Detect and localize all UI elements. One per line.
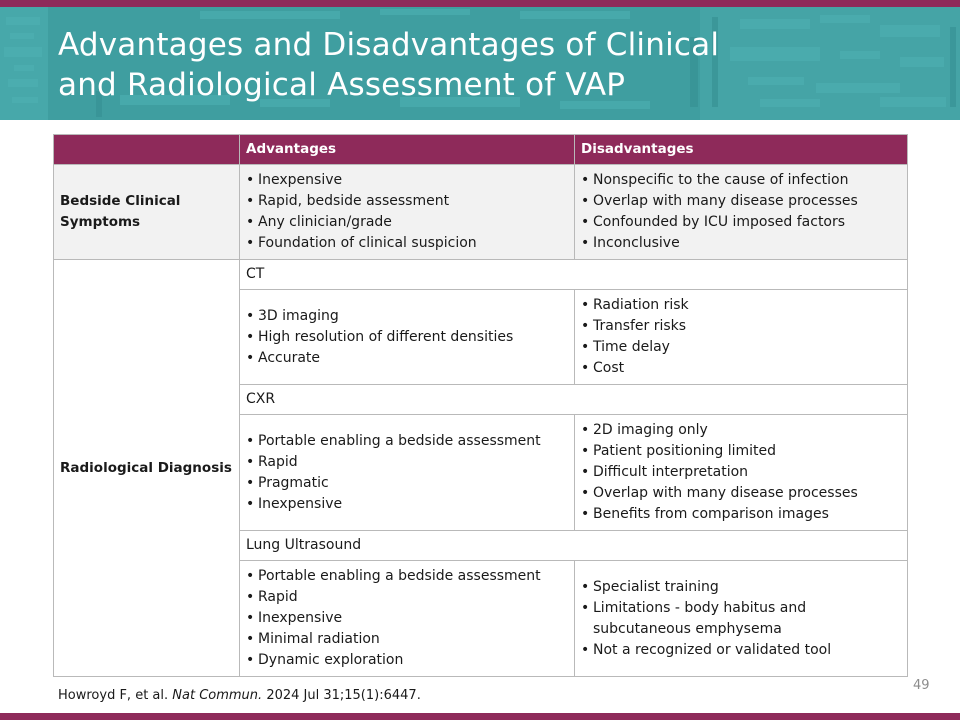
list-item: • Patient positioning limited xyxy=(581,441,901,462)
header-empty-cell xyxy=(54,135,240,165)
slide-title-line-1: Advantages and Disadvantages of Clinical xyxy=(58,27,720,63)
list-item: • Any clinician/grade xyxy=(246,212,568,233)
ct-advantages-list xyxy=(246,306,568,369)
bottom-accent-strip xyxy=(0,713,960,720)
list-item: • Overlap with many disease processes xyxy=(581,191,901,212)
list-item: • Portable enabling a bedside assessment xyxy=(246,566,568,587)
cxr-advantages-list xyxy=(246,431,568,515)
citation-authors: Howroyd F, et al. xyxy=(58,688,169,703)
ultrasound-disadvantages-cell xyxy=(575,561,908,677)
list-item: • Nonspecific to the cause of infection xyxy=(581,170,901,191)
list-item: • Not a recognized or validated tool xyxy=(581,640,901,661)
modality-cxr-label: CXR xyxy=(240,385,908,415)
list-item: • Time delay xyxy=(581,337,901,358)
ultrasound-disadvantages-list xyxy=(581,577,901,661)
table-row-bedside xyxy=(54,165,908,260)
list-item: • Cost xyxy=(581,358,901,379)
ultrasound-advantages-list xyxy=(246,566,568,671)
citation-details: 2024 Jul 31;15(1):6447. xyxy=(266,688,421,703)
table-header-row xyxy=(54,135,908,165)
slide-title-line-2: and Radiological Assessment of VAP xyxy=(58,67,626,103)
list-item: • Benefits from comparison images xyxy=(581,504,901,525)
list-item: • Pragmatic xyxy=(246,473,568,494)
list-item: • 3D imaging xyxy=(246,306,568,327)
top-accent-strip xyxy=(0,0,960,7)
table-row-ct-header xyxy=(54,260,908,290)
list-item: • Inconclusive xyxy=(581,233,901,254)
list-item: • Transfer risks xyxy=(581,316,901,337)
ct-disadvantages-cell xyxy=(575,290,908,385)
ct-advantages-cell xyxy=(240,290,575,385)
list-item: • Rapid, bedside assessment xyxy=(246,191,568,212)
list-item: • Portable enabling a bedside assessment xyxy=(246,431,568,452)
list-item: • Dynamic exploration xyxy=(246,650,568,671)
list-item: • Rapid xyxy=(246,587,568,608)
list-item: • Difficult interpretation xyxy=(581,462,901,483)
slide-header xyxy=(0,7,960,120)
header-advantages: Advantages xyxy=(240,135,575,165)
list-item: • Minimal radiation xyxy=(246,629,568,650)
list-item: • Inexpensive xyxy=(246,494,568,515)
list-item: • Radiation risk xyxy=(581,295,901,316)
header-disadvantages: Disadvantages xyxy=(575,135,908,165)
citation-journal: Nat Commun. xyxy=(172,688,263,703)
row-label-radiological: Radiological Diagnosis xyxy=(54,260,240,677)
comparison-table xyxy=(53,134,908,677)
slide-title xyxy=(58,25,918,105)
cxr-disadvantages-cell xyxy=(575,415,908,531)
list-item: • Overlap with many disease processes xyxy=(581,483,901,504)
cxr-advantages-cell xyxy=(240,415,575,531)
modality-ct-label: CT xyxy=(240,260,908,290)
modality-ultrasound-label: Lung Ultrasound xyxy=(240,531,908,561)
page-number: 49 xyxy=(913,678,930,693)
list-item: • Inexpensive xyxy=(246,170,568,191)
bedside-advantages-list xyxy=(246,170,568,254)
cxr-disadvantages-list xyxy=(581,420,901,525)
list-item: • Limitations - body habitus and subcutaneous emphysema xyxy=(581,598,901,640)
bedside-disadvantages-list xyxy=(581,170,901,254)
list-item: • High resolution of different densities xyxy=(246,327,568,348)
list-item: • 2D imaging only xyxy=(581,420,901,441)
ultrasound-advantages-cell xyxy=(240,561,575,677)
list-item: • Foundation of clinical suspicion xyxy=(246,233,568,254)
bedside-advantages-cell xyxy=(240,165,575,260)
list-item: • Confounded by ICU imposed factors xyxy=(581,212,901,233)
list-item: • Inexpensive xyxy=(246,608,568,629)
citation xyxy=(58,688,421,703)
ct-disadvantages-list xyxy=(581,295,901,379)
bedside-disadvantages-cell xyxy=(575,165,908,260)
row-label-bedside: Bedside Clinical Symptoms xyxy=(54,165,240,260)
list-item: • Accurate xyxy=(246,348,568,369)
list-item: • Rapid xyxy=(246,452,568,473)
list-item: • Specialist training xyxy=(581,577,901,598)
